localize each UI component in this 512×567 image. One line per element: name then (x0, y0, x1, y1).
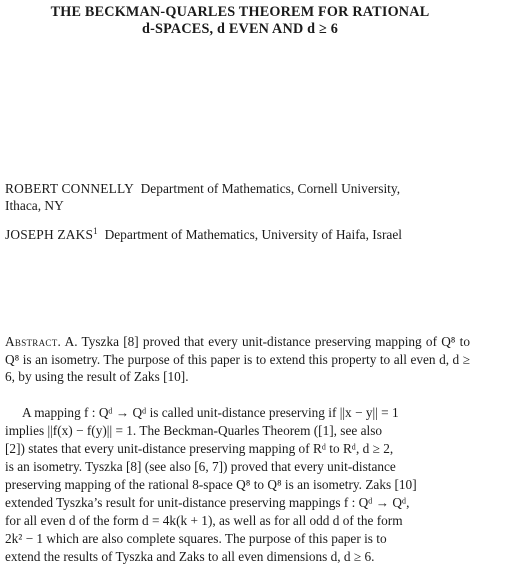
body-line: A mapping f : Qᵈ → Qᵈ is called unit-distance preserving if ||x − y|| = 1 (22, 405, 399, 420)
body-line: preserving mapping of the rational 8-space Q⁸ to Q⁸ is an isometry. Zaks [10] (5, 477, 417, 492)
body-paragraph (5, 404, 470, 566)
title-line-2: d-SPACES, d EVEN AND d ≥ 6 (141, 21, 339, 37)
author-affiliation: Department of Mathematics, University of Haifa, Israel (104, 227, 403, 242)
author-affiliation: Department of Mathematics, Cornell University, (140, 181, 401, 196)
paper-title (0, 4, 480, 38)
body-line: implies ||f(x) − f(y)|| = 1. The Beckman-Quarles Theorem ([1], see also (5, 423, 383, 438)
body-line: [2]) states that every unit-distance preserving mapping of Rᵈ to Rᵈ, d ≥ 2, (5, 441, 394, 456)
body-line: extended Tyszka’s result for unit-distance preserving mappings f : Qᵈ → Qᵈ, (5, 495, 410, 510)
author-name: ROBERT CONNELLY (5, 181, 134, 196)
author-list (5, 180, 475, 252)
author-affiliation-cont: Ithaca, NY (5, 198, 64, 213)
abstract-label: Abstract. (5, 334, 62, 349)
body-line: is an isometry. Tyszka [8] (see also [6, 7]) proved that every unit-distance (5, 459, 396, 474)
body-line: extend the results of Tyszka and Zaks to all even dimensions d, d ≥ 6. (5, 549, 375, 564)
title-line-1: THE BECKMAN-QUARLES THEOREM FOR RATIONAL (50, 4, 430, 20)
footnote-marker: 1 (93, 226, 98, 236)
author-name: JOSEPH ZAKS$^1$ (5, 226, 98, 242)
body-line: for all even d of the form d = 4k(k + 1), as well as for all odd d of the form (5, 513, 403, 528)
author-entry (5, 180, 475, 214)
author-entry (5, 223, 475, 243)
body-line: 2k² − 1 which are also complete squares. The purpose of this paper is to (5, 531, 387, 546)
abstract-text: A. Tyszka [8] proved that every unit-distance preserving mapping of Q⁸ to Q⁸ is an isometry. The purpose of this paper is to extend this property to all even d, d ≥ 6, by using the result of Zaks [10]. (5, 334, 471, 384)
abstract (5, 333, 470, 386)
